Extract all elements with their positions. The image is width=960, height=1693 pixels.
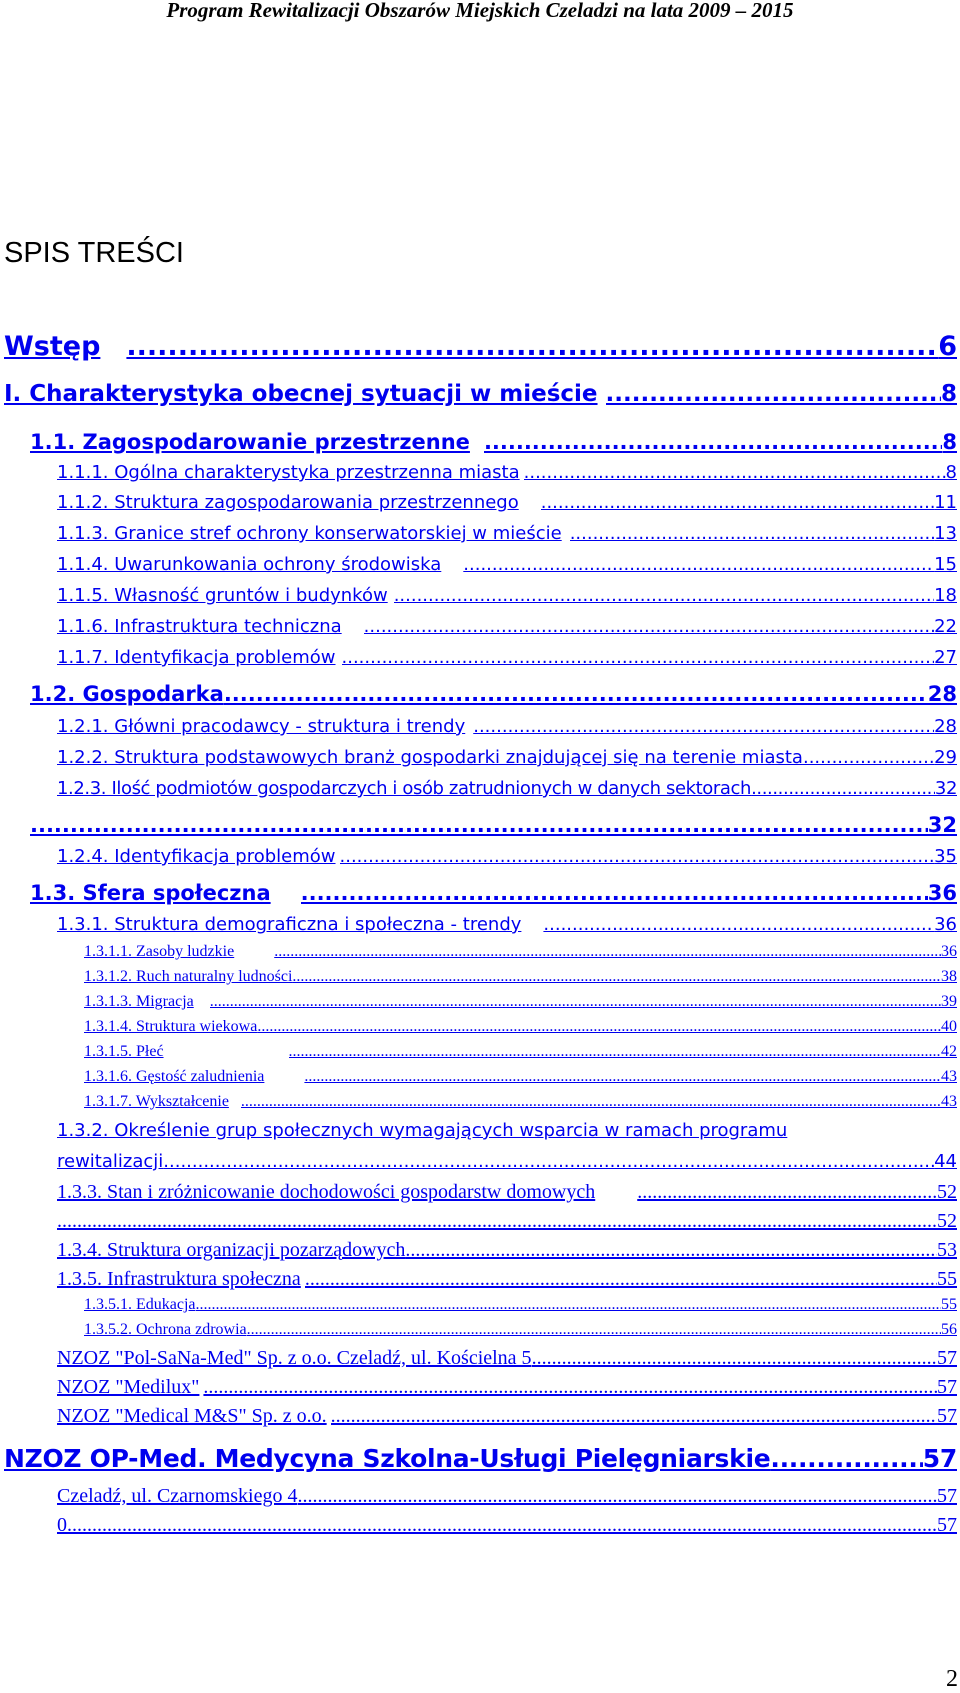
toc-entry-text: 1.1.5. Własność gruntów i budynków: [57, 585, 388, 606]
toc-entry-page: 57: [922, 1444, 957, 1473]
toc-entry-zero[interactable]: [57, 1514, 957, 1537]
toc-entry-text: 1.1.2. Struktura zagospodarowania przestrzennego: [57, 492, 519, 513]
toc-entry-page: 42: [941, 1043, 957, 1060]
toc-entry-1-1-6[interactable]: [57, 616, 957, 637]
toc-entry-1-1-5[interactable]: [57, 585, 957, 606]
toc-entry-nzoz-pol-sana-med[interactable]: [57, 1347, 957, 1370]
toc-entry-page: 43: [941, 1093, 957, 1110]
toc-entry-text: 1.3.2. Określenie grup społecznych wymagających wsparcia w ramach programu: [57, 1120, 788, 1141]
toc-entry-text: 1.1.6. Infrastruktura techniczna: [57, 616, 342, 637]
toc-entry-1-3-1-1[interactable]: [84, 943, 957, 961]
toc-entry-text: 1.1.7. Identyfikacja problemów: [57, 647, 336, 668]
toc-entry-page: 36: [927, 881, 957, 905]
toc-entry-1-2-1[interactable]: [57, 716, 957, 737]
toc-entry-nzoz-op-med[interactable]: [4, 1444, 957, 1473]
toc-entry-1-1-2[interactable]: [57, 492, 957, 513]
toc-entry-text: 1.3.5.1. Edukacja: [84, 1296, 196, 1313]
toc-entry-page: 57: [937, 1514, 957, 1536]
toc-entry-page: 11: [934, 492, 957, 513]
toc-entry-page: 18: [934, 585, 957, 606]
toc-entry-text: 1.3.5.2. Ochrona zdrowia: [84, 1321, 247, 1338]
toc-entry-chapter-1[interactable]: [4, 381, 957, 407]
toc-entry-text: 1.3.1.1. Zasoby ludzkie: [84, 943, 235, 960]
toc-entry-text: 1.1.1. Ogólna charakterystyka przestrzenna miasta: [57, 462, 520, 483]
page-number: 2: [946, 1666, 958, 1692]
toc-entry-page: 55: [941, 1296, 957, 1313]
toc-entry-text: 1.3.3. Stan i zróżnicowanie dochodowości gospodarstw domowych: [57, 1181, 596, 1203]
toc-entry-page: 57: [937, 1376, 957, 1398]
toc-entry-1-3-1-7[interactable]: [84, 1093, 957, 1111]
toc-entry-page: 8: [942, 430, 957, 454]
toc-entry-text: 1.1.3. Granice stref ochrony konserwatorskiej w mieście: [57, 523, 562, 544]
toc-entry-page: 39: [941, 993, 957, 1010]
toc-entry-page: 32: [927, 813, 957, 837]
toc-entry-wstep[interactable]: [4, 331, 957, 362]
toc-entry-1-1-3[interactable]: [57, 523, 957, 544]
toc-entry-page: 57: [937, 1347, 957, 1369]
toc-entry-text: 1.3.1.2. Ruch naturalny ludności: [84, 968, 293, 985]
toc-entry-text: 1.2.4. Identyfikacja problemów: [57, 846, 336, 867]
toc-entry-page: 15: [934, 554, 957, 575]
toc-entry-text: 1.3. Sfera społeczna: [30, 881, 271, 905]
toc-entry-page: 36: [941, 943, 957, 960]
toc-entry-nzoz-medical-ms[interactable]: [57, 1405, 957, 1428]
toc-entry-page: 28: [927, 682, 957, 706]
document-header: Program Rewitalizacji Obszarów Miejskich Czeladzi na lata 2009 – 2015: [166, 0, 794, 22]
toc-entry-1-3-2[interactable]: [57, 1120, 957, 1141]
toc-entry-text: Czeladź, ul. Czarnomskiego 4: [57, 1485, 298, 1507]
toc-entry-1-3-5[interactable]: [57, 1268, 957, 1291]
toc-entry-text: 1.3.1.3. Migracja: [84, 993, 194, 1010]
toc-entry-1-3-3[interactable]: [57, 1181, 957, 1204]
toc-entry-1-3-5-2[interactable]: [84, 1321, 957, 1339]
toc-entry-1-3-3-cont[interactable]: [57, 1210, 957, 1233]
toc-entry-page: 8: [945, 462, 957, 483]
toc-entry-text: 1.3.1.4. Struktura wiekowa: [84, 1018, 258, 1035]
toc-entry-page: 35: [934, 846, 957, 867]
toc-entry-page: 53: [937, 1239, 957, 1261]
toc-entry-1-3-1-4[interactable]: [84, 1018, 957, 1036]
toc-entry-1-3-1-5[interactable]: [84, 1043, 957, 1061]
toc-entry-page: 44: [934, 1151, 957, 1172]
toc-entry-page: 29: [934, 747, 957, 768]
toc-entry-text: 1.2. Gospodarka: [30, 682, 224, 706]
toc-entry-page: 27: [934, 647, 957, 668]
toc-entry-text: 1.3.1.6. Gęstość zaludnienia: [84, 1068, 265, 1085]
toc-entry-text: 0: [57, 1514, 67, 1536]
toc-entry-page: 13: [934, 523, 957, 544]
toc-entry-text: 1.1. Zagospodarowanie przestrzenne: [30, 430, 470, 454]
toc-entry-page: 52: [937, 1210, 957, 1232]
toc-entry-page: 6: [938, 331, 957, 362]
toc-entry-text: 1.3.4. Struktura organizacji pozarządowych: [57, 1239, 406, 1261]
toc-entry-1-3-1[interactable]: [57, 914, 957, 935]
toc-entry-1-2-2[interactable]: [57, 747, 957, 768]
toc-entry-page: 8: [940, 381, 957, 407]
toc-entry-text: rewitalizacji: [57, 1151, 164, 1172]
toc-entry-page: 52: [937, 1181, 957, 1203]
toc-entry-text: NZOZ "Medilux": [57, 1376, 200, 1398]
toc-entry-text: 1.1.4. Uwarunkowania ochrony środowiska: [57, 554, 442, 575]
toc-entry-text: 1.2.2. Struktura podstawowych branż gospodarki znajdującej się na terenie miasta: [57, 747, 803, 768]
toc-entry-page: 38: [941, 968, 957, 985]
toc-entry-text: NZOZ "Medical M&S" Sp. z o.o.: [57, 1405, 327, 1427]
toc-entry-1-2-3[interactable]: [57, 778, 957, 799]
toc-entry-text: 1.3.1. Struktura demograficzna i społeczna - trendy: [57, 914, 522, 935]
toc-entry-1-3-5-1[interactable]: [84, 1296, 957, 1314]
toc-entry-1-3-2-cont[interactable]: [57, 1151, 957, 1172]
toc-entry-text: 1.3.5. Infrastruktura społeczna: [57, 1268, 301, 1290]
toc-entry-page: 56: [941, 1321, 957, 1338]
toc-entry-page: 57: [937, 1405, 957, 1427]
toc-entry-1-1-4[interactable]: [57, 554, 957, 575]
toc-entry-text: 1.2.1. Główni pracodawcy - struktura i trendy: [57, 716, 466, 737]
toc-entry-page: 40: [941, 1018, 957, 1035]
toc-entry-nzoz-medilux[interactable]: [57, 1376, 957, 1399]
toc-entry-page: 55: [937, 1268, 957, 1290]
toc-entry-1-2-4[interactable]: [57, 846, 957, 867]
toc-entry-text: 1.2.3. Ilość podmiotów gospodarczych i osób zatrudnionych w danych sektorach: [57, 778, 752, 799]
toc-entry-page: 57: [937, 1485, 957, 1507]
toc-entry-1-3-1-2[interactable]: [84, 968, 957, 986]
toc-entry-text: I. Charakterystyka obecnej sytuacji w mieście: [4, 381, 598, 407]
toc-entry-1-1[interactable]: [30, 430, 957, 454]
toc-entry-page: 36: [934, 914, 957, 935]
toc-entry-1-3-4[interactable]: [57, 1239, 957, 1262]
toc-entry-text: Wstęp: [4, 331, 101, 362]
toc-entry-1-3[interactable]: [30, 881, 957, 905]
toc-entry-1-2[interactable]: [30, 682, 957, 706]
toc-entry-1-3-1-3[interactable]: [84, 993, 957, 1011]
toc-entry-1-1-1[interactable]: [57, 462, 957, 483]
toc-title: SPIS TREŚCI: [4, 237, 184, 269]
toc-entry-1-1-7[interactable]: [57, 647, 957, 668]
toc-entry-page: 32: [934, 778, 957, 799]
toc-entry-1-2-3-cont[interactable]: [30, 813, 957, 837]
toc-entry-text: 1.3.1.7. Wykształcenie: [84, 1093, 229, 1110]
toc-entry-text: NZOZ "Pol-SaNa-Med" Sp. z o.o. Czeladź, ul. Kościelna 5: [57, 1347, 532, 1369]
toc-entry-page: 43: [941, 1068, 957, 1085]
toc-entry-text: 1.3.1.5. Płeć: [84, 1043, 164, 1060]
toc-entry-1-3-1-6[interactable]: [84, 1068, 957, 1086]
toc-entry-page: 22: [934, 616, 957, 637]
toc-entry-czeladz-czarnomskiego[interactable]: [57, 1485, 957, 1508]
toc-entry-text: NZOZ OP-Med. Medycyna Szkolna-Usługi Pielęgniarskie: [4, 1444, 771, 1473]
toc-entry-page: 28: [934, 716, 957, 737]
